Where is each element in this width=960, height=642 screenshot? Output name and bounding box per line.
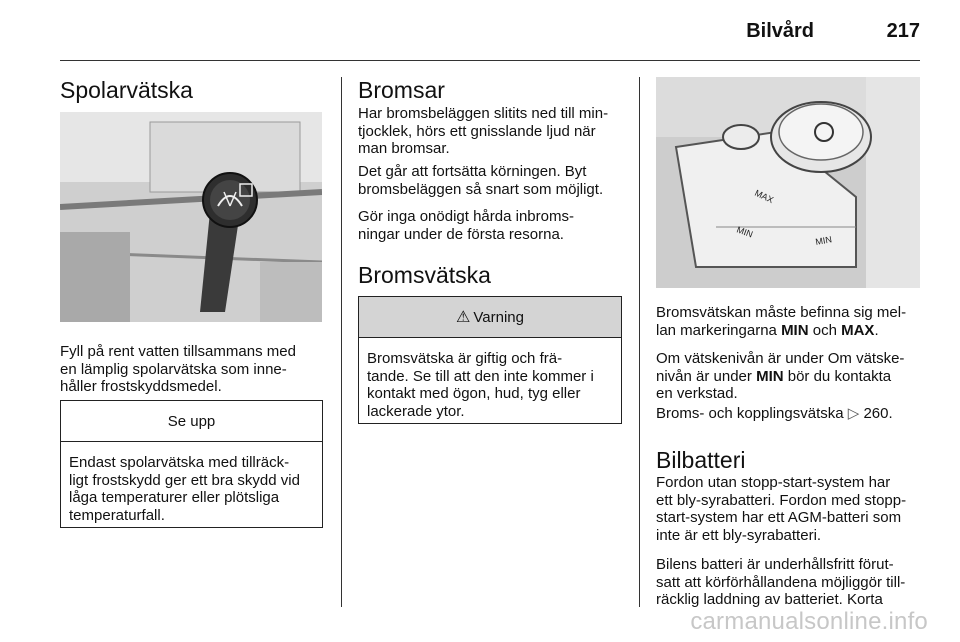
battery-paragraph-2 — [656, 556, 922, 609]
paragraph-line: bromsbeläggen så snart som möjligt. — [358, 180, 604, 198]
paragraph-line: inte är ett bly-syrabatteri. — [656, 526, 822, 544]
column-divider-2 — [639, 77, 640, 607]
heading-bromsar: Bromsar — [358, 77, 445, 103]
header-rule — [60, 60, 920, 61]
paragraph-line: en verkstad. — [656, 385, 738, 402]
washer-fluid-paragraph — [60, 343, 323, 396]
caution-line: ligt frostskydd ger ett bra skydd vid — [69, 471, 300, 489]
warning-box — [358, 296, 622, 424]
brakes-paragraph-1 — [358, 105, 624, 158]
page-number: 217 — [886, 20, 920, 42]
paragraph-line: Bromsvätskan måste befinna sig mel- — [656, 304, 907, 321]
max-mark-label: MAX — [753, 187, 776, 206]
paragraph-line: start-system har ett AGM-batteri som — [656, 509, 902, 526]
paragraph-line: Har bromsbeläggen slitits ned till min- — [358, 105, 609, 122]
page-reference-icon: ▷ — [847, 405, 860, 422]
paragraph-line: Fyll på rent vatten tillsammans med — [60, 343, 296, 360]
warning-line: Bromsvätska är giftig och frä- — [367, 350, 563, 367]
paragraph-line: Gör inga onödigt hårda inbroms- — [358, 208, 574, 225]
paragraph-line: ett bly-syrabatteri. Fordon med stopp- — [656, 491, 907, 509]
brake-fluid-paragraph-1 — [656, 304, 922, 339]
warning-box-body — [359, 338, 621, 432]
paragraph-line: Fordon utan stopp-start-system har — [656, 474, 891, 491]
caution-line: låga temperaturer eller plötsliga — [69, 489, 280, 506]
max-keyword: MAX — [841, 321, 875, 339]
page-header-title: Bilvård — [746, 20, 814, 42]
heading-spolarvatska: Spolarvätska — [60, 77, 193, 103]
paragraph-line: satt att körförhållandena möjliggör till- — [656, 573, 906, 591]
min-mark-label-left: MIN — [735, 224, 755, 240]
heading-bromsvatska: Bromsvätska — [358, 262, 491, 288]
paragraph-line: Bilens batteri är underhållsfritt förut- — [656, 556, 894, 573]
brake-fluid-paragraph-3 — [656, 405, 922, 423]
warning-title: Varning — [473, 308, 524, 326]
min-mark-label-right: MIN — [814, 234, 833, 247]
paragraph-line: Om vätskenivån är under Om vätske- — [656, 350, 905, 367]
caution-line: temperaturfall. — [69, 506, 165, 524]
battery-paragraph-1 — [656, 474, 922, 544]
warning-line: kontakt med ögon, hud, tyg eller — [367, 385, 581, 402]
paragraph-text: och — [808, 321, 842, 339]
paragraph-line: ningar under de första resorna. — [358, 225, 564, 243]
warning-triangle-icon: ⚠ — [456, 309, 471, 326]
paragraph-line: håller frostskyddsmedel. — [60, 378, 222, 395]
page-reference[interactable]: 260. — [859, 405, 893, 422]
paragraph-line: Det går att fortsätta körningen. Byt — [358, 163, 587, 180]
brake-fluid-paragraph-2 — [656, 350, 922, 403]
brake-fluid-reservoir-photo — [656, 77, 920, 288]
paragraph-line: lan markeringarna — [656, 321, 782, 339]
paragraph-line: man bromsar. — [358, 140, 450, 157]
caution-box-title: Se upp — [61, 401, 322, 442]
paragraph-text: bör du kontakta — [783, 367, 892, 385]
paragraph-line: en lämplig spolarvätska som inne- — [60, 360, 287, 378]
caution-box-body — [61, 442, 322, 536]
brakes-paragraph-2 — [358, 163, 624, 198]
washer-fluid-photo — [60, 112, 322, 322]
warning-line: lackerade ytor. — [367, 402, 465, 420]
heading-bilbatteri: Bilbatteri — [656, 447, 746, 473]
paragraph-line: tjocklek, hörs ett gnisslande ljud när — [358, 122, 596, 140]
paragraph-line: räcklig laddning av batteriet. Korta — [656, 591, 883, 608]
paragraph-text: . — [874, 321, 879, 339]
warning-box-title — [359, 297, 621, 338]
paragraph-text: Broms- och kopplingsvätska — [656, 405, 848, 422]
caution-line: Endast spolarvätska med tillräck- — [69, 454, 290, 471]
paragraph-line: nivån är under — [656, 367, 757, 385]
min-keyword: MIN — [756, 367, 784, 385]
brakes-paragraph-3 — [358, 208, 624, 243]
warning-line: tande. Se till att den inte kommer i — [367, 367, 594, 385]
min-keyword: MIN — [781, 321, 809, 339]
watermark: carmanualsonline.info — [690, 608, 928, 635]
caution-box — [60, 400, 323, 528]
column-divider-1 — [341, 77, 342, 607]
